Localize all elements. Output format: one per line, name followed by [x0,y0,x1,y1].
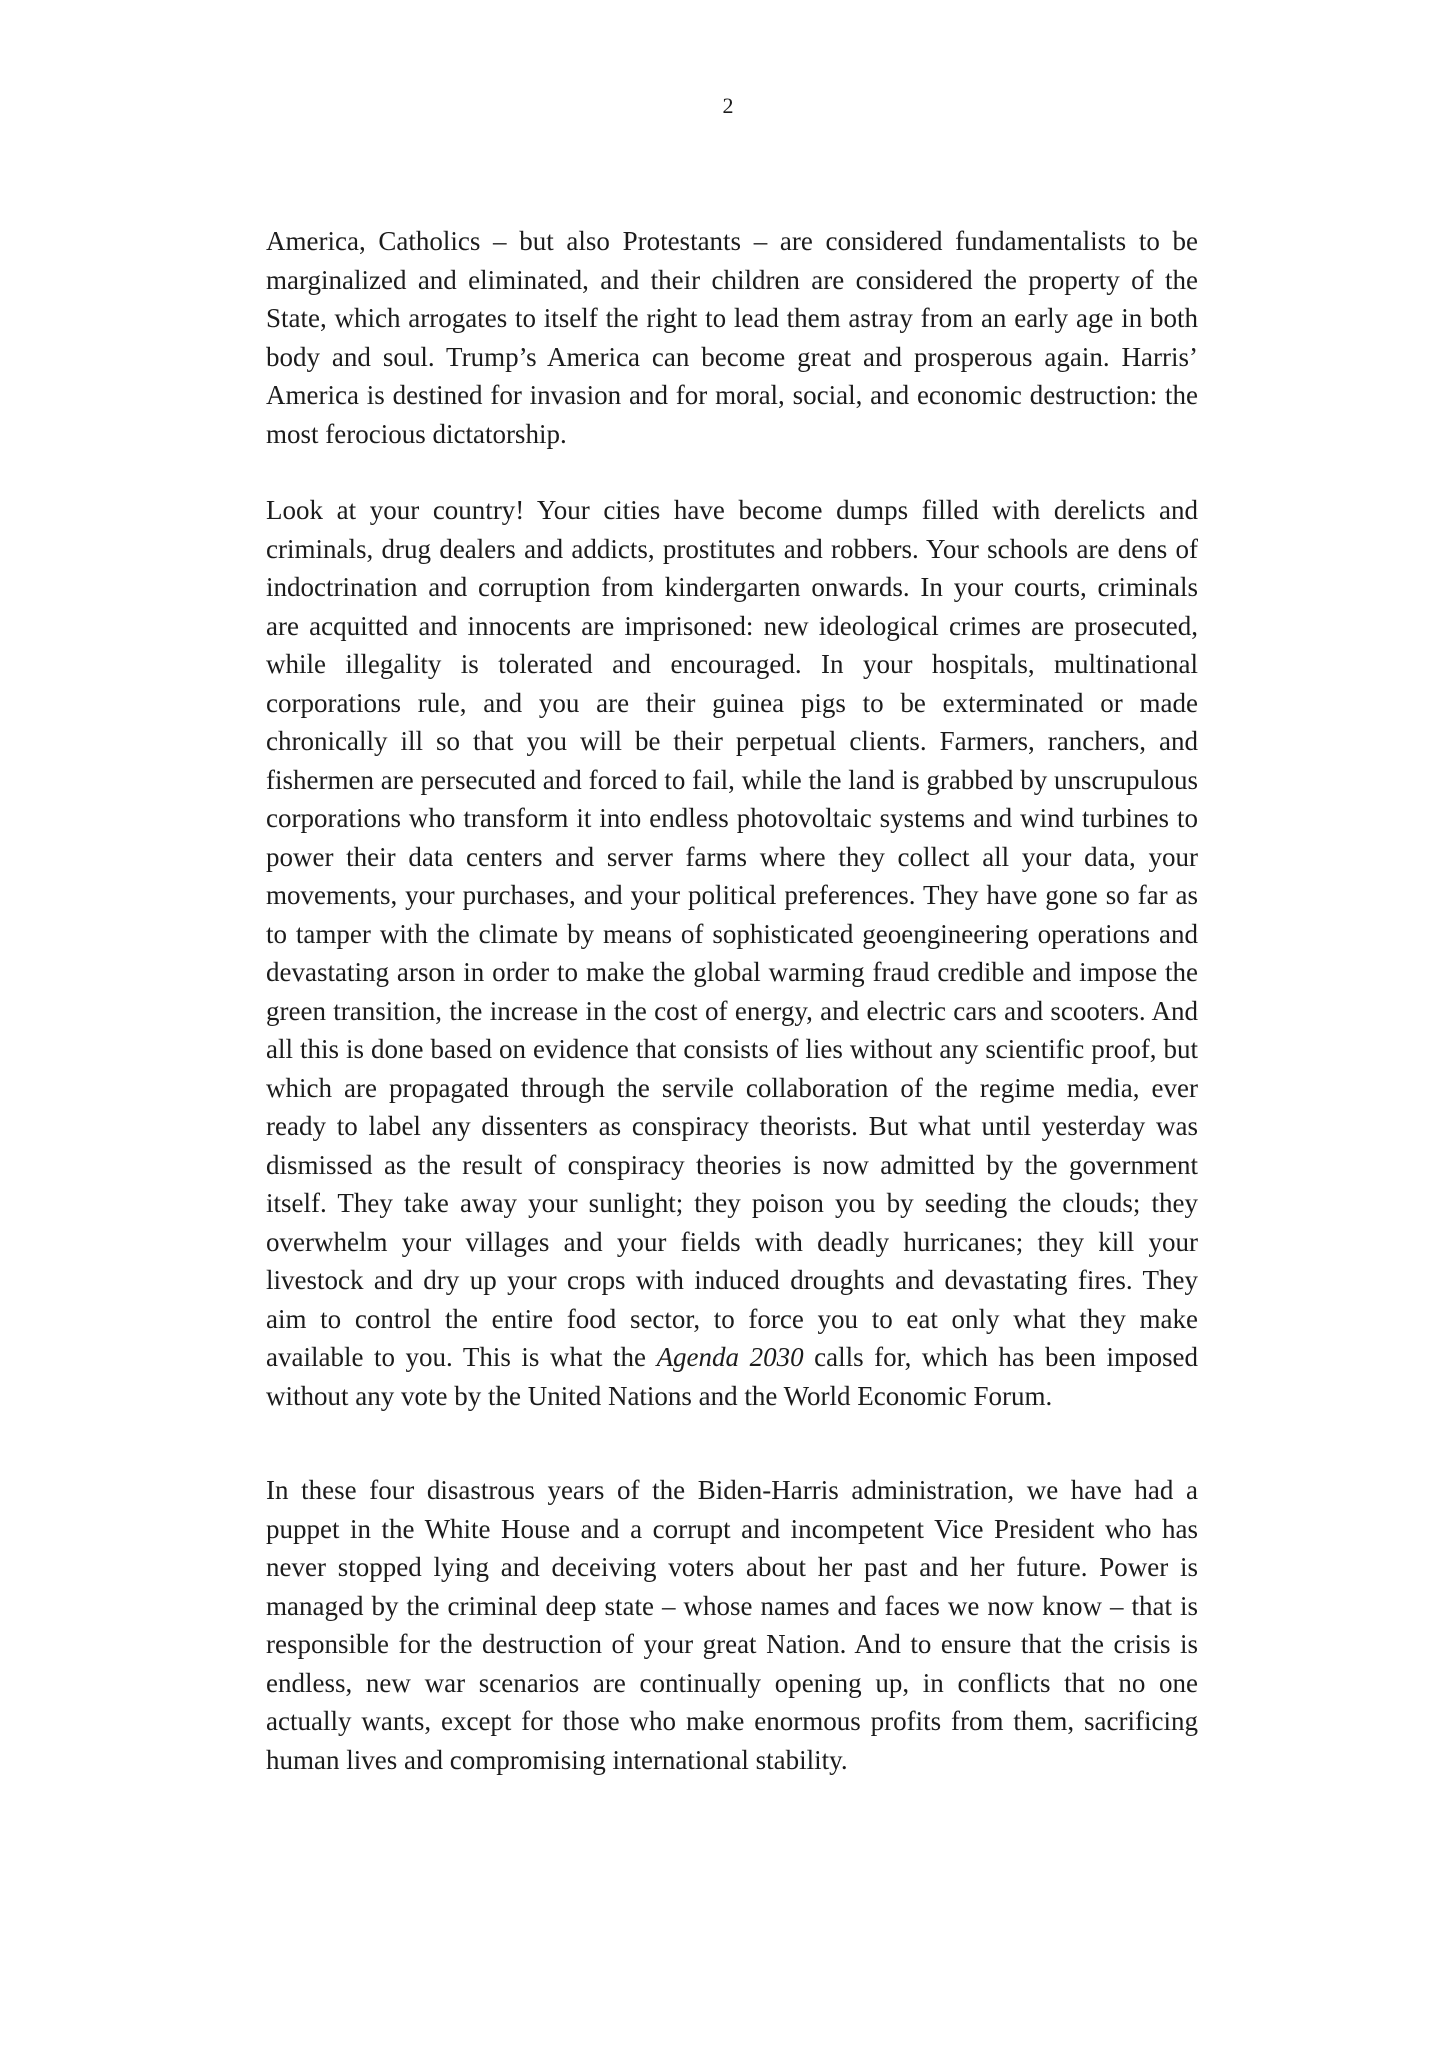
paragraph-2-text-end: calls for, which has been imposed without any vote by the United Nations and the World Economic Forum. [266,1342,1198,1411]
paragraph-3: In these four disastrous years of the Biden-Harris administration, we have had a puppet in the White House and a corrupt and incompetent Vice President who has never stopped lying and deceiving voters about her past and her future. Power is managed by the criminal deep state – whose names and faces we now know – that is responsible for the destruction of your great Nation. And to ensure that the crisis is endless, new war scenarios are continually opening up, in conflicts that no one actually wants, except for those who make enormous profits from them, sacrificing human lives and compromising international stability. [266,1475,1198,1775]
paragraph-1: America, Catholics – but also Protestants – are considered fundamentalists to be marginalized and eliminated, and their children are considered the property of the State, which arrogates to itself the right to lead them astray from an early age in both body and soul. Trump’s America can become great and prosperous again. Harris’ America is destined for invasion and for moral, social, and economic destruction: the most ferocious dictatorship. [266,226,1198,449]
paragraph-2 [266,491,1198,1415]
page-number: 2 [722,93,734,118]
body-text [266,222,1198,1779]
paragraph-2-text-start: Look at your country! Your cities have become dumps filled with derelicts and criminals, drug dealers and addicts, prostitutes and robbers. Your schools are dens of indoctrination and corruption from kindergarten onwards. In your courts, criminals are acquitted and innocents are imprisoned: new ideological crimes are prosecuted, while illegality is tolerated and encouraged. In your hospitals, multinational corporations rule, and you are their guinea pigs to be exterminated or made chronically ill so that you will be their perpetual clients. Farmers, ranchers, and fishermen are persecuted and forced to fail, while the land is grabbed by unscrupulous corporations who transform it into endless photovoltaic systems and wind turbines to power their data centers and server farms where they collect all your data, your movements, your purchases, and your political preferences. They have gone so far as to tamper with the climate by means of sophisticated geoengineering operations and devastating arson in order to make the global warming fraud credible and impose the green transition, the increase in the cost of energy, and electric cars and scooters. And all this is done based on evidence that consists of lies without any scientific proof, but which are propagated through the servile collaboration of the regime media, ever ready to label any dissenters as conspiracy theorists. But what until yesterday was dismissed as the result of conspiracy theories is now admitted by the government itself. They take away your sunlight; they poison you by seeding the clouds; they overwhelm your villages and your fields with deadly hurricanes; they kill your livestock and dry up your crops with induced droughts and devastating fires. They aim to control the entire food sector, to force you to eat only what they make available to you. This is what the [266,495,1198,1372]
agenda-2030-italic: Agenda 2030 [656,1342,804,1372]
